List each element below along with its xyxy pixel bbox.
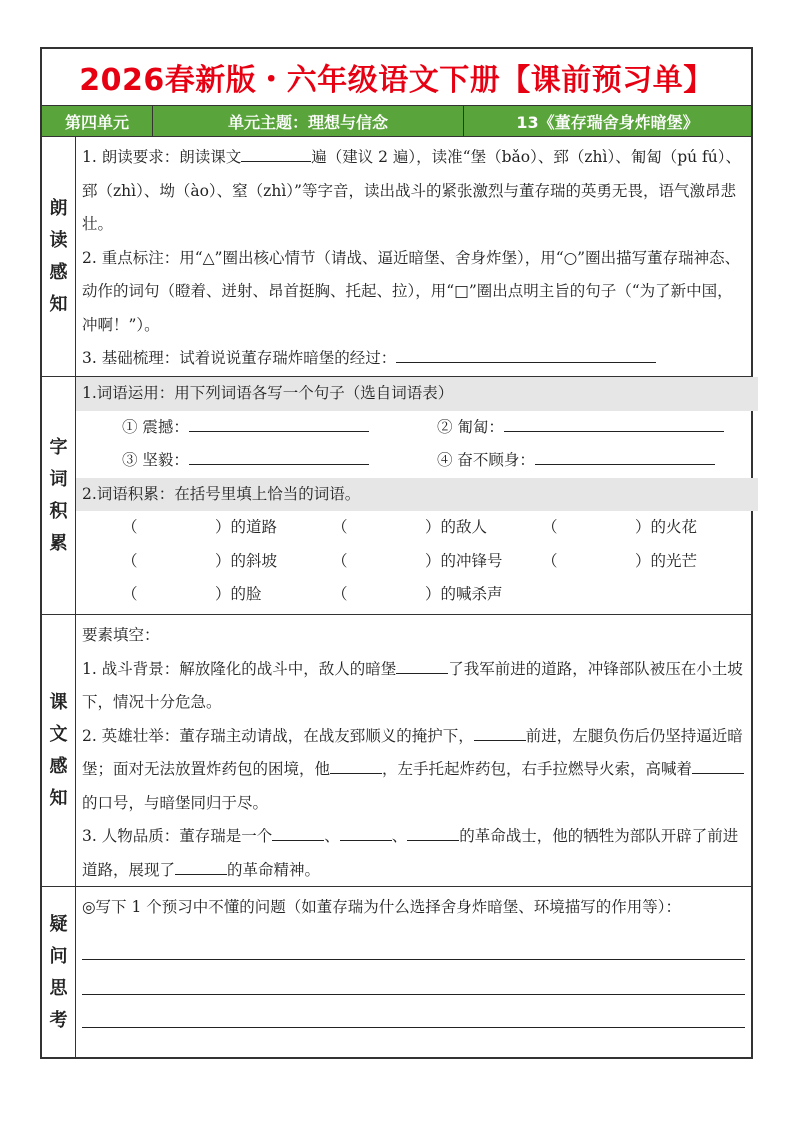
section-body: [76, 887, 751, 1059]
answer-blank[interactable]: [189, 413, 369, 432]
label-char: 知: [49, 787, 68, 809]
fill-item[interactable]: （ ）的冲锋号: [332, 551, 503, 570]
answer-blank[interactable]: [407, 822, 459, 841]
label-char: 知: [49, 293, 68, 315]
text: 、: [324, 827, 340, 845]
fill-item[interactable]: （ ）的光芒: [542, 551, 698, 570]
reading-item-1: [82, 141, 745, 242]
words-heading-2: 2.词语积累：在括号里填上恰当的词语。: [76, 478, 758, 512]
text-item-3: [82, 820, 745, 887]
text: 2. 英雄壮举：董存瑞主动请战，在战友郅顺义的掩护下，: [82, 726, 474, 745]
section-reading: [42, 137, 751, 377]
label-char: 词: [49, 468, 68, 490]
text: 的口号，与暗堡同归于尽。: [82, 793, 269, 812]
section-label: [42, 887, 76, 1059]
answer-line[interactable]: [82, 925, 745, 960]
fill-item[interactable]: （ ）的道路: [122, 518, 278, 536]
label-char: 感: [49, 261, 68, 283]
text: 1. 战斗背景：解放隆化的战斗中，敌人的暗堡: [82, 659, 397, 678]
label-char: 朗: [49, 197, 68, 219]
fill-row: [82, 545, 752, 579]
lesson-label: 13《董存瑞舍身炸暗堡》: [516, 112, 699, 132]
word-row: [82, 444, 752, 478]
text: 的革命精神。: [227, 860, 321, 879]
section-text: [42, 615, 751, 887]
label-char: 字: [49, 436, 68, 458]
text-item-1: [82, 653, 745, 720]
section-body: [76, 377, 758, 614]
label-char: 文: [49, 723, 68, 745]
answer-blank[interactable]: [535, 446, 715, 465]
text: 遍（建议 2 遍），读准“堡（bǎo）、郅（zhì）、匍匐（pú fú）、郅（zhì）、坳（ào）、窒（zhì）”等字音，读出战斗的紧张激烈与董存瑞的英勇无畏，语气激昂悲壮。: [82, 148, 742, 233]
section-label: [42, 615, 76, 886]
section-body: [76, 137, 751, 376]
label-char: 疑: [49, 914, 68, 935]
label-char: 思: [49, 978, 68, 999]
section-label: [42, 377, 76, 614]
section-body: [76, 615, 751, 886]
answer-blank[interactable]: [272, 822, 324, 841]
answer-line[interactable]: [82, 960, 745, 995]
word-label: ③ 坚毅：: [122, 451, 189, 469]
label-char: 感: [49, 755, 68, 777]
answer-blank[interactable]: [340, 822, 392, 841]
text-intro: 要素填空：: [82, 626, 160, 644]
fill-item: [542, 578, 752, 612]
fill-row: [82, 511, 752, 545]
fill-item[interactable]: （ ）的脸: [122, 585, 262, 603]
section-label: [42, 137, 76, 376]
fill-item[interactable]: （ ）的喊杀声: [332, 585, 503, 603]
word-label: ① 震撼：: [122, 417, 189, 436]
answer-blank[interactable]: [396, 655, 448, 674]
word-label: ④ 奋不顾身：: [437, 451, 535, 469]
answer-blank[interactable]: [474, 722, 526, 741]
answer-blank[interactable]: [330, 755, 382, 774]
label-char: 考: [49, 1010, 68, 1031]
text: 了我军前进的道路，冲锋部队被压在小土坡下，情况十分危急。: [82, 659, 743, 711]
theme-label: 单元主题：理想与信念: [153, 106, 464, 136]
answer-blank[interactable]: [396, 344, 656, 363]
word-label: ② 匍匐：: [437, 417, 504, 436]
answer-blank[interactable]: [189, 446, 369, 465]
fill-item[interactable]: （ ）的斜坡: [122, 551, 278, 570]
fill-row: [82, 578, 752, 612]
label-char: 读: [49, 229, 68, 251]
text: 3. 人物品质：董存瑞是一个: [82, 827, 273, 845]
fill-item[interactable]: （ ）的火花: [542, 518, 698, 536]
worksheet: [40, 47, 753, 1059]
label-char: 累: [49, 532, 68, 554]
reading-item-2: 2. 重点标注：用“△”圈出核心情节（请战、逼近暗堡、舍身炸堡），用“○”圈出描写董存瑞神态、动作的词句（瞪着、迸射、昂首挺胸、托起、拉），用“□”圈出点明主旨的句子（“为了新中国，冲啊！”）。: [82, 248, 741, 334]
label-char: 问: [49, 946, 68, 967]
text: 3. 基础梳理：试着说说董存瑞炸暗堡的经过：: [82, 349, 397, 367]
reading-item-3: [82, 342, 745, 376]
page-title: 2026春新版・六年级语文下册【课前预习单】: [42, 49, 751, 106]
text: 1. 朗读要求：朗读课文: [82, 148, 242, 166]
word-row: [82, 411, 752, 445]
text: 、: [391, 827, 408, 845]
answer-blank[interactable]: [175, 856, 227, 875]
answer-blank[interactable]: [692, 755, 744, 774]
label-char: 课: [49, 691, 68, 713]
fill-item[interactable]: （ ）的敌人: [332, 518, 488, 536]
text: 的革命战士，他的牺牲为部队开辟了前进道路，展现了: [82, 827, 739, 879]
text: ，左手托起炸药包，右手拉燃导火索，高喊着: [382, 760, 693, 778]
text-item-2: [82, 720, 745, 821]
words-heading-1: 1.词语运用：用下列词语各写一个句子（选自词语表）: [76, 377, 758, 411]
unit-bar: [42, 106, 751, 137]
answer-line[interactable]: [82, 995, 745, 1028]
question-prompt: ◎写下 1 个预习中不懂的问题（如董存瑞为什么选择舍身炸暗堡、环境描写的作用等）：: [82, 898, 681, 916]
unit-label: 第四单元: [42, 106, 153, 136]
section-questions: [42, 887, 751, 1059]
text: 前进，左腿负伤后仍坚持逼近暗堡；面对无法放置炸药包的困境，他: [82, 726, 743, 778]
label-char: 积: [49, 500, 68, 522]
answer-blank[interactable]: [504, 413, 724, 432]
answer-blank[interactable]: [241, 143, 311, 162]
section-words: [42, 377, 751, 615]
